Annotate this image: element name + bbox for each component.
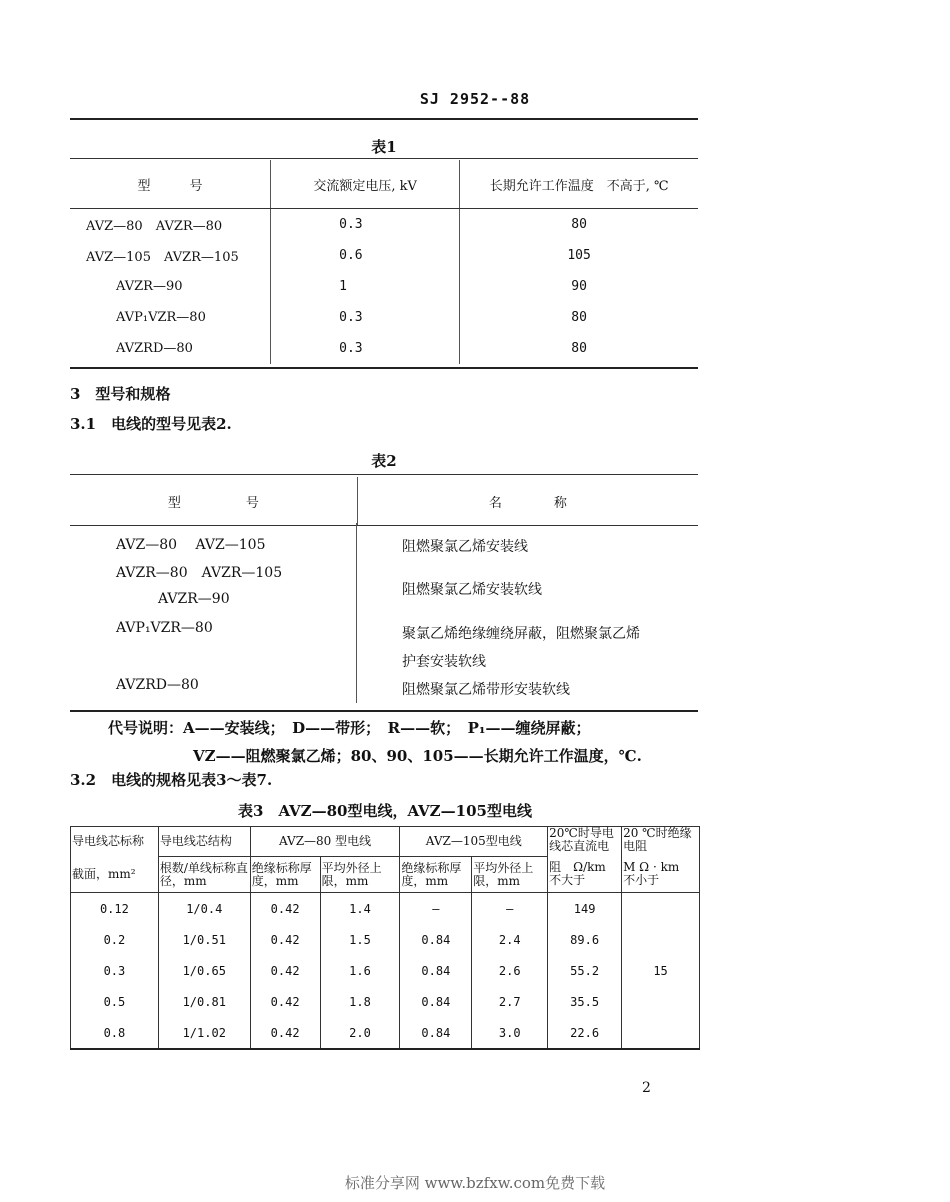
table3-subheader: 绝缘标称厚度，mm — [250, 857, 320, 893]
table3-cell: 0.8 — [71, 1017, 159, 1049]
table1-header-temperature: 长期允许工作温度 不高于, ℃ — [460, 160, 698, 209]
table3-cell: 1.6 — [320, 955, 400, 986]
table2-model: AVZ—80 AVZ—105 — [116, 537, 266, 553]
table-row — [71, 893, 700, 925]
table1-top-rule — [70, 158, 698, 159]
table3-cell: 1/0.65 — [158, 955, 250, 986]
table1-cell: 0.3 — [271, 302, 460, 333]
table2-name: 聚氯乙烯绝缘缠绕屏蔽，阻燃聚氯乙烯 — [402, 626, 640, 642]
table1-header-model: 型 号 — [70, 160, 271, 209]
table3-cell: — — [400, 893, 472, 925]
table-row — [71, 1017, 700, 1049]
table2-model: AVZR—80 AVZR—105 — [116, 565, 283, 581]
table3-cell: 0.42 — [250, 1017, 320, 1049]
table1-cell: 0.3 — [271, 209, 460, 241]
code-note-line1: 代号说明：A——安装线； D——带形； R——软； P₁——缠绕屏蔽； — [108, 719, 591, 737]
table3-cell: 149 — [548, 893, 622, 925]
table3-header-resistance: 20℃时导电线芯直流电 — [548, 827, 622, 857]
table2-model: AVZRD—80 — [116, 677, 199, 693]
table3-cell: 2.7 — [472, 986, 548, 1017]
section31-text: 3.1 电线的型号见表2. — [70, 415, 232, 433]
table3-cell: 0.3 — [71, 955, 159, 986]
table2-header-name: 名 称 — [357, 477, 698, 526]
table1-cell: AVZRD—80 — [70, 333, 271, 364]
table1-header-voltage: 交流额定电压, kV — [271, 160, 460, 209]
table3-cell: 2.6 — [472, 955, 548, 986]
table3-cell: 0.42 — [250, 893, 320, 925]
table3-header-avz105: AVZ—105型电线 — [400, 827, 548, 857]
table1-caption: 表1 — [371, 138, 397, 156]
table3-caption: 表3 AVZ—80型电线，AVZ—105型电线 — [238, 802, 532, 820]
table3-cell: 0.2 — [71, 924, 159, 955]
table-row — [70, 271, 698, 302]
table3-header-insulation: 20 ℃时绝缘电阻 — [622, 827, 700, 857]
table2-caption: 表2 — [371, 452, 397, 470]
table2-model: AVP₁VZR—80 — [116, 620, 213, 636]
table2-divider — [356, 523, 357, 703]
table1 — [70, 160, 698, 364]
table3-cell: 1/0.51 — [158, 924, 250, 955]
table3-subheader: M Ω · km 不小于 — [622, 857, 700, 893]
table2-name: 护套安装软线 — [402, 654, 486, 670]
table3-cell: 3.0 — [472, 1017, 548, 1049]
table2-name: 阻燃聚氯乙烯安装软线 — [402, 582, 542, 598]
table3-insulation-value: 15 — [622, 893, 700, 1050]
table3-cell: 35.5 — [548, 986, 622, 1017]
table2-header-model: 型 号 — [70, 477, 357, 526]
table3-cell: 1.8 — [320, 986, 400, 1017]
table3-cell: 1/0.81 — [158, 986, 250, 1017]
table3-header-avz80: AVZ—80 型电线 — [250, 827, 400, 857]
document-header: SJ 2952--88 — [419, 90, 531, 108]
header-rule — [70, 118, 698, 120]
footer-watermark: 标准分享网 www.bzfxw.com免费下载 — [344, 1174, 606, 1192]
table3-subheader: 平均外径上限，mm — [320, 857, 400, 893]
table3-subheader: 平均外径上限，mm — [472, 857, 548, 893]
table3-cell: 2.4 — [472, 924, 548, 955]
table1-cell: AVZR—90 — [70, 271, 271, 302]
table-row — [70, 333, 698, 364]
table1-cell: 1 — [271, 271, 460, 302]
table3-cell: 55.2 — [548, 955, 622, 986]
table3-cell: 0.84 — [400, 1017, 472, 1049]
section32-text: 3.2 电线的规格见表3～表7. — [70, 771, 273, 789]
table3-cell: 0.42 — [250, 924, 320, 955]
table1-bottom-rule — [70, 367, 698, 369]
table3-cell: 2.0 — [320, 1017, 400, 1049]
table3 — [70, 826, 700, 1050]
table3-cell: 22.6 — [548, 1017, 622, 1049]
table3-header-structure: 导电线芯结构 — [158, 827, 250, 857]
table1-cell: AVP₁VZR—80 — [70, 302, 271, 333]
table3-cell: — — [472, 893, 548, 925]
table3-cell: 1/0.4 — [158, 893, 250, 925]
table-row — [71, 955, 700, 986]
table3-cell: 1/1.02 — [158, 1017, 250, 1049]
table3-subheader: 根数/单线标称直径，mm — [158, 857, 250, 893]
table3-subheader: 截面，mm² — [71, 857, 159, 893]
table3-cell: 89.6 — [548, 924, 622, 955]
table1-cell: 0.6 — [271, 240, 460, 271]
table3-cell: 0.5 — [71, 986, 159, 1017]
table-row — [70, 240, 698, 271]
table3-cell: 1.4 — [320, 893, 400, 925]
code-note-line2: VZ——阻燃聚氯乙烯；80、90、105——长期允许工作温度，℃. — [193, 747, 642, 765]
table2-name: 阻燃聚氯乙烯安装线 — [402, 539, 528, 555]
table1-cell: 80 — [571, 310, 587, 325]
section3-title: 3 型号和规格 — [70, 385, 171, 403]
table3-cell: 1.5 — [320, 924, 400, 955]
table1-cell: 80 — [571, 217, 587, 232]
table3-cell: 0.42 — [250, 986, 320, 1017]
table3-cell: 0.42 — [250, 955, 320, 986]
table2-name: 阻燃聚氯乙烯带形安装软线 — [402, 682, 570, 698]
table2-model: AVZR—90 — [158, 591, 230, 607]
table1-cell: AVZ—105 AVZR—105 — [70, 240, 271, 271]
table3-header-section: 导电线芯标称 — [71, 827, 159, 857]
page-number: 2 — [642, 1080, 651, 1096]
table1-cell: 105 — [567, 248, 591, 263]
table1-cell: AVZ—80 AVZR—80 — [70, 209, 271, 241]
table1-cell: 0.3 — [271, 333, 460, 364]
table2-bottom-rule — [70, 710, 698, 712]
table3-cell: 0.84 — [400, 986, 472, 1017]
table2-top-rule — [70, 474, 698, 475]
table-row — [71, 986, 700, 1017]
table-row — [71, 924, 700, 955]
table3-subheader: 绝缘标称厚度，mm — [400, 857, 472, 893]
table3-cell: 0.12 — [71, 893, 159, 925]
table1-cell: 80 — [571, 341, 587, 356]
table3-cell: 0.84 — [400, 955, 472, 986]
table1-cell: 90 — [571, 279, 587, 294]
table-row — [70, 209, 698, 241]
table2 — [70, 477, 698, 526]
table-row — [70, 302, 698, 333]
table3-subheader: 阻 Ω/km 不大于 — [548, 857, 622, 893]
table3-cell: 0.84 — [400, 924, 472, 955]
